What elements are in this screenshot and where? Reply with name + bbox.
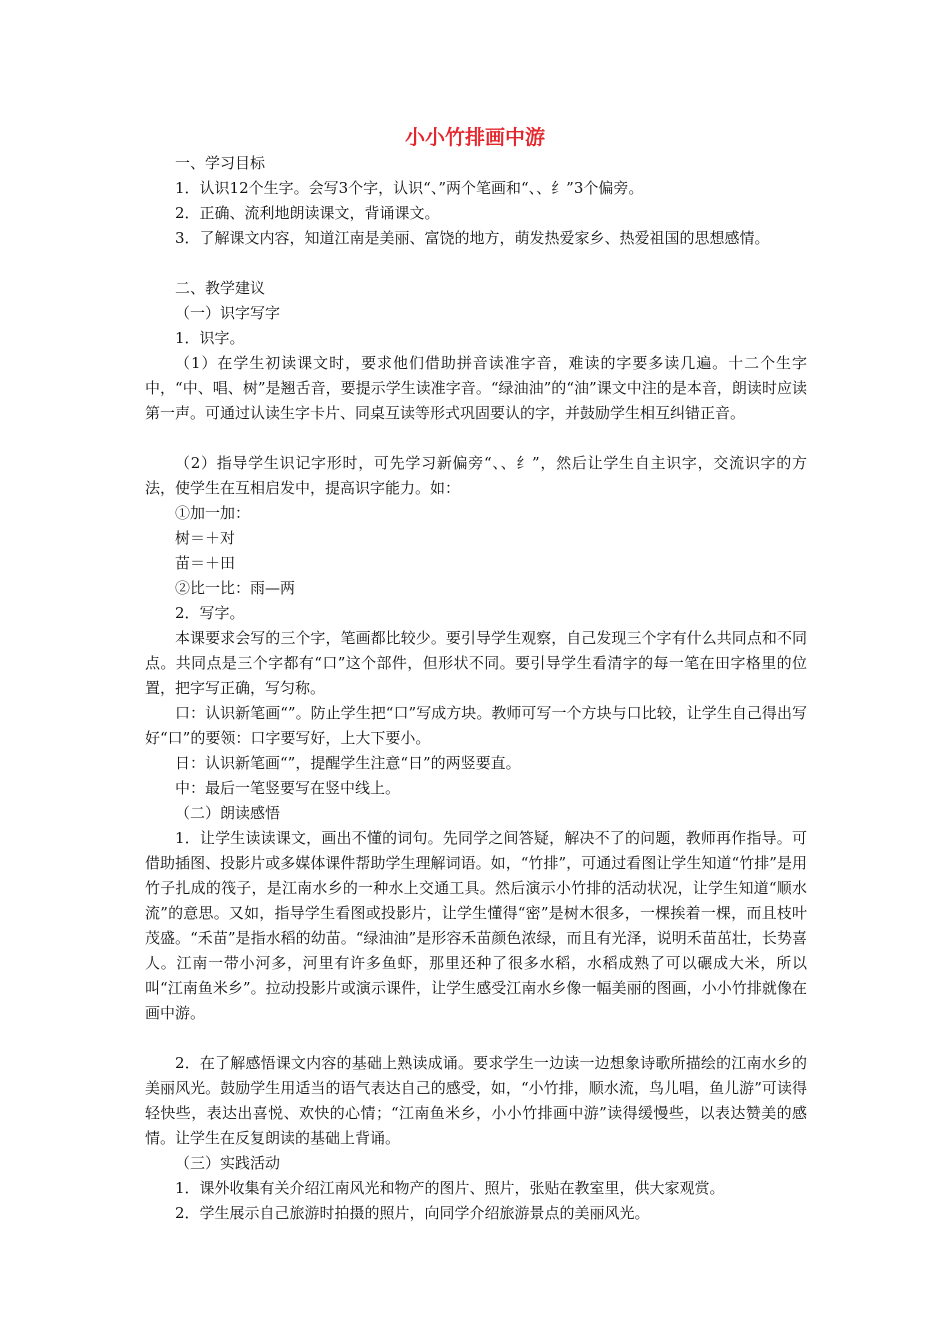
document-title: 小小竹排画中游	[405, 125, 545, 149]
paragraph-kou: 口：认识新笔画“”。防止学生把“口”写成方块。教师可写一个方块与口比较，让学生自己得出写好“口”的要领：口字要写好，上大下要小。	[145, 704, 807, 747]
item-recognize-chars: 1．识字。	[175, 329, 245, 347]
heading-teaching-suggestions: 二、教学建议	[175, 279, 266, 297]
example-add-label: ①加一加：	[175, 504, 251, 522]
paragraph-writing-guide: 本课要求会写的三个字，笔画都比较少。要引导学生观察，自己发现三个字有什么共同点和不同点。共同点是三个字都有“口”这个部件，但形状不同。要引导学生看清字的每一笔在田字格里的位置，把字写正确，写匀称。	[145, 629, 807, 697]
paragraph-first-reading: （1）在学生初读课文时，要求他们借助拼音读准字音，难读的字要多读几遍。十二个生字中，“中、唱、树”是翘舌音，要提示学生读准字音。“绿油油”的“油”课文中注的是本音，朗读时应读第一声。可通过认读生字卡片、同桌互读等形式巩固要认的字，并鼓励学生相互纠错正音。	[145, 354, 807, 422]
subheading-literacy: （一）识字写字	[175, 304, 281, 322]
paragraph-zhong: 中：最后一笔竖要写在竖中线上。	[175, 779, 401, 797]
paragraph-reading-1: 1．让学生读读课文，画出不懂的词句。先同学之间答疑，解决不了的问题，教师再作指导。可借助插图、投影片或多媒体课件帮助学生理解词语。如，“竹排”，可通过看图让学生知道“竹排”是用竹子扎成的筏子，是江南水乡的一种水上交通工具。然后演示小竹排的活动状况，让学生知道“顺水流”的意思。又如，指导学生看图或投影片，让学生懂得“密”是树木很多，一棵挨着一棵，而且枝叶茂盛。“禾苗”是指水稻的幼苗。“绿油油”是形容禾苗颜色浓绿，而且有光泽，说明禾苗茁壮，长势喜人。江南一带小河多，河里有许多鱼虾，那里还种了很多水稻，水稻成熟了可以碾成大米，所以叫“江南鱼米乡”。拉动投影片或演示课件，让学生感受江南水乡像一幅美丽的图画，小小竹排就像在画中游。	[145, 829, 807, 1022]
paragraph-reading-2: 2．在了解感悟课文内容的基础上熟读成诵。要求学生一边读一边想象诗歌所描绘的江南水乡的美丽风光。鼓励学生用适当的语气表达自己的感受，如，“小竹排，顺水流，鸟儿唱，鱼儿游”可读得轻快些，表达出喜悦、欢快的心情；“江南鱼米乡，小小竹排画中游”读得缓慢些，以表达赞美的感情。让学生在反复朗读的基础上背诵。	[145, 1054, 807, 1147]
subheading-practice: （三）实践活动	[175, 1154, 281, 1172]
example-shu: 树＝＋对	[175, 529, 236, 547]
paragraph-practice-1: 1．课外收集有关介绍江南风光和物产的图片、照片，张贴在教室里，供大家观赏。	[175, 1179, 725, 1197]
paragraph-ri: 日：认识新笔画“”，提醒学生注意“日”的两竖要直。	[175, 754, 521, 772]
example-compare: ②比一比：雨—两	[175, 579, 296, 597]
subheading-reading: （二）朗读感悟	[175, 804, 281, 822]
paragraph-practice-2: 2．学生展示自己旅游时拍摄的照片，向同学介绍旅游景点的美丽风光。	[175, 1204, 650, 1222]
heading-learning-goals: 一、学习目标	[175, 154, 266, 172]
goal-1: 1．认识12个生字。会写3个字，认识“、”两个笔画和“、、纟”3个偏旁。	[175, 179, 644, 197]
goal-3: 3．了解课文内容，知道江南是美丽、富饶的地方，萌发热爱家乡、热爱祖国的思想感情。	[175, 229, 770, 247]
paragraph-radicals: （2）指导学生识记字形时，可先学习新偏旁“、、纟”，然后让学生自主识字，交流识字的方法，使学生在互相启发中，提高识字能力。如：	[145, 454, 807, 497]
example-miao: 苗＝＋田	[175, 554, 236, 572]
item-write-chars: 2．写字。	[175, 604, 245, 622]
goal-2: 2．正确、流利地朗读课文，背诵课文。	[175, 204, 440, 222]
